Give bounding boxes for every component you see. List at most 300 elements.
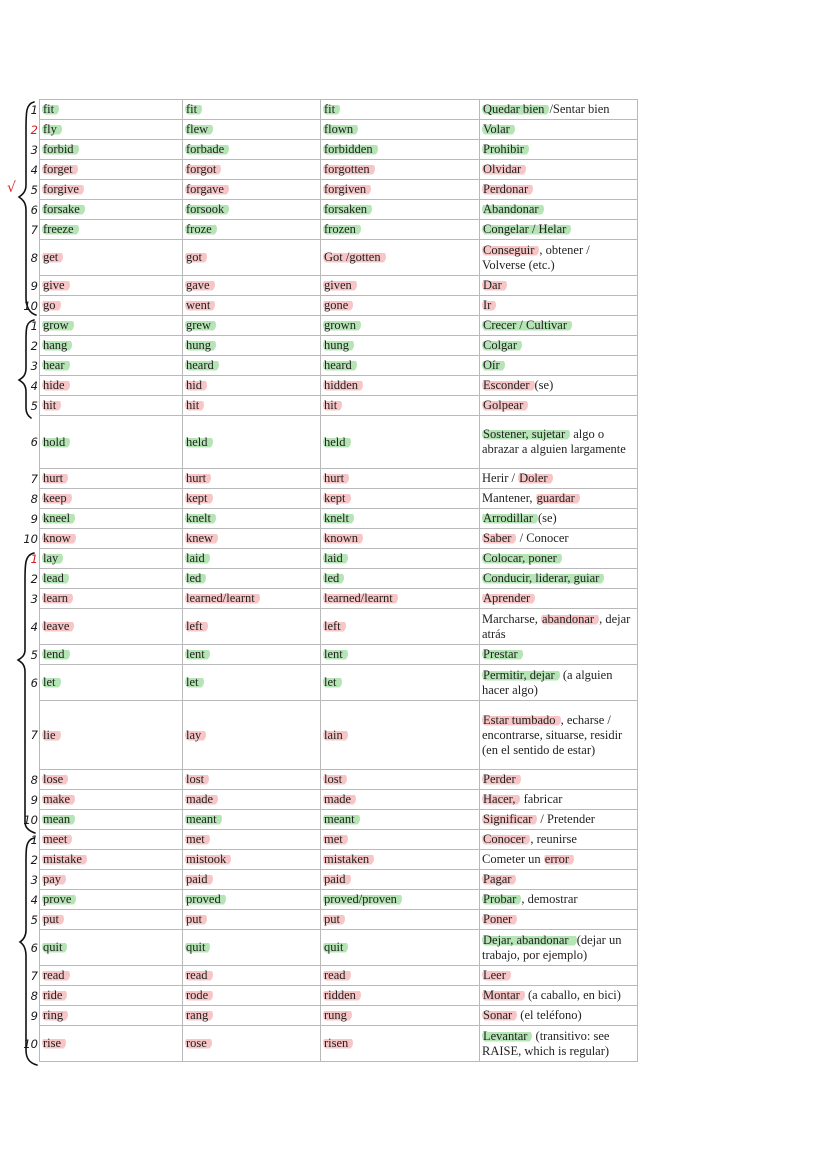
verb-row [40,509,638,529]
past-simple-text: paid [185,872,213,886]
past-simple-text: made [185,792,218,806]
verb-row [40,770,638,790]
translation-cell [480,509,638,529]
past-participle-cell [321,160,480,180]
translation-text: Abandonar [482,202,544,216]
past-simple-text: heard [185,358,219,372]
translation-text: Esconder [482,378,535,392]
infinitive-cell [40,509,183,529]
past-participle-text: Got /gotten [323,250,386,264]
row-number: 6 [30,940,38,955]
past-participle-cell [321,850,480,870]
row-number: 4 [30,892,38,907]
infinitive-text: quit [42,940,67,954]
past-participle-cell [321,356,480,376]
verb-row [40,910,638,930]
infinitive-cell [40,220,183,240]
translation-text: algo o abrazar a alguien largamente [482,427,626,456]
past-simple-cell [183,356,321,376]
past-participle-text: left [323,619,346,633]
translation-cell [480,870,638,890]
infinitive-cell [40,489,183,509]
translation-cell [480,910,638,930]
translation-cell [480,850,638,870]
past-simple-cell [183,790,321,810]
past-participle-cell [321,870,480,890]
infinitive-cell [40,890,183,910]
translation-cell [480,220,638,240]
past-simple-cell [183,589,321,609]
verb-row [40,609,638,645]
translation-cell [480,336,638,356]
past-participle-cell [321,220,480,240]
verb-row [40,140,638,160]
row-number: 8 [30,772,38,787]
translation-cell [480,200,638,220]
translation-text: Significar [482,812,537,826]
infinitive-cell [40,549,183,569]
past-simple-cell [183,1026,321,1062]
verb-row [40,1006,638,1026]
past-simple-text: rang [185,1008,213,1022]
verb-row [40,830,638,850]
translation-cell [480,120,638,140]
row-number: 1 [30,318,38,333]
row-number: 5 [30,398,38,413]
past-participle-cell [321,549,480,569]
translation-cell [480,569,638,589]
past-participle-text: put [323,912,345,926]
infinitive-text: learn [42,591,73,605]
translation-text: Conseguir [482,243,539,257]
row-number: 10 [23,812,38,827]
past-simple-text: hit [185,398,204,412]
translation-text: Sonar [482,1008,517,1022]
translation-cell [480,276,638,296]
past-simple-cell [183,529,321,549]
past-simple-cell [183,665,321,701]
infinitive-text: freeze [42,222,79,236]
infinitive-cell [40,416,183,469]
infinitive-text: kneel [42,511,75,525]
infinitive-cell [40,966,183,986]
verb-row [40,930,638,966]
past-participle-cell [321,489,480,509]
infinitive-text: hurt [42,471,68,485]
past-simple-text: meant [185,812,222,826]
translation-text: Saber [482,531,516,545]
past-participle-text: frozen [323,222,361,236]
infinitive-text: prove [42,892,76,906]
row-number: 6 [30,435,38,449]
translation-text: Dejar, abandonar [482,933,577,947]
row-number: 5 [30,182,38,197]
past-participle-text: ridden [323,988,361,1002]
verb-row [40,665,638,701]
past-participle-text: proved/proven [323,892,402,906]
infinitive-text: hide [42,378,70,392]
translation-text: Leer [482,968,511,982]
row-number: 4 [30,162,38,177]
past-simple-text: gave [185,278,215,292]
past-simple-cell [183,489,321,509]
translation-text: Arrodillar [482,511,538,525]
past-participle-text: lost [323,772,347,786]
past-simple-cell [183,810,321,830]
past-participle-cell [321,1026,480,1062]
past-simple-text: forgave [185,182,229,196]
infinitive-text: forbid [42,142,79,156]
past-simple-cell [183,870,321,890]
translation-text: (se) [537,511,557,525]
infinitive-text: give [42,278,70,292]
past-simple-text: read [185,968,213,982]
translation-text: Golpear [482,398,528,412]
past-simple-cell [183,910,321,930]
infinitive-cell [40,1026,183,1062]
infinitive-text: read [42,968,70,982]
past-simple-text: held [185,435,213,449]
translation-text: Mantener, [482,491,536,505]
past-simple-text: met [185,832,210,846]
translation-cell [480,376,638,396]
translation-text: Aprender [482,591,535,605]
infinitive-text: know [42,531,76,545]
verb-row [40,701,638,770]
infinitive-cell [40,356,183,376]
past-participle-cell [321,609,480,645]
past-simple-text: left [185,619,208,633]
infinitive-cell [40,569,183,589]
infinitive-cell [40,529,183,549]
row-number: 2 [30,338,38,353]
past-simple-text: knelt [185,511,216,525]
past-participle-text: hit [323,398,342,412]
translation-text: Colocar, poner [482,551,562,565]
past-participle-text: made [323,792,356,806]
translation-cell [480,1006,638,1026]
translation-cell [480,810,638,830]
past-participle-text: kept [323,491,351,505]
translation-text: (a alguien hacer algo) [482,667,613,697]
past-simple-text: laid [185,551,210,565]
past-simple-text: quit [185,940,210,954]
verb-row [40,529,638,549]
past-simple-cell [183,120,321,140]
past-simple-text: fit [185,102,202,116]
past-simple-cell [183,830,321,850]
infinitive-cell [40,986,183,1006]
past-simple-text: hid [185,378,207,392]
past-participle-text: met [323,832,348,846]
translation-text: Volar [482,122,515,136]
infinitive-cell [40,930,183,966]
translation-text: Conducir, liderar, guiar [482,571,604,585]
past-participle-text: known [323,531,363,545]
verb-row [40,396,638,416]
infinitive-cell [40,180,183,200]
past-participle-cell [321,296,480,316]
translation-text: Estar tumbado [482,713,561,727]
past-simple-cell [183,986,321,1006]
translation-text: (a caballo, en bici) [524,988,621,1002]
translation-cell [480,140,638,160]
infinitive-cell [40,701,183,770]
past-participle-cell [321,416,480,469]
past-participle-cell [321,986,480,1006]
past-participle-text: knelt [323,511,354,525]
translation-cell [480,240,638,276]
translation-cell [480,469,638,489]
past-simple-text: went [185,298,215,312]
verb-row [40,549,638,569]
verb-row [40,569,638,589]
translation-cell [480,416,638,469]
past-simple-text: grew [185,318,216,332]
row-number: 7 [30,471,38,486]
translation-cell [480,160,638,180]
infinitive-cell [40,296,183,316]
past-simple-cell [183,549,321,569]
translation-text: Probar [482,892,521,906]
past-simple-text: hurt [185,471,211,485]
past-simple-text: lost [185,772,209,786]
row-number: 2 [30,571,38,586]
translation-text: Dar [482,278,507,292]
translation-text: , dejar atrás [482,611,631,641]
past-simple-cell [183,569,321,589]
infinitive-text: lose [42,772,68,786]
infinitive-cell [40,870,183,890]
past-participle-text: given [323,278,357,292]
translation-text: Olvidar [482,162,526,176]
past-participle-text: gone [323,298,353,312]
row-number: 3 [30,872,38,887]
infinitive-text: hang [42,338,72,352]
past-simple-text: learned/learnt [185,591,260,605]
infinitive-text: hit [42,398,61,412]
past-simple-cell [183,701,321,770]
past-participle-cell [321,469,480,489]
translation-cell [480,316,638,336]
past-simple-cell [183,220,321,240]
infinitive-text: hold [42,435,70,449]
row-number: 9 [30,511,38,526]
row-number: 7 [30,968,38,983]
past-simple-text: put [185,912,207,926]
past-participle-text: forgotten [323,162,375,176]
translation-text: Levantar [482,1029,532,1043]
infinitive-text: forget [42,162,78,176]
translation-text: /Sentar bien [549,102,610,116]
past-simple-cell [183,509,321,529]
past-simple-text: rode [185,988,213,1002]
past-participle-cell [321,966,480,986]
past-participle-cell [321,890,480,910]
translation-text: Cometer un [482,852,544,866]
translation-text: Quedar bien [482,102,549,116]
translation-cell [480,890,638,910]
past-simple-cell [183,376,321,396]
row-number: 7 [30,728,38,742]
translation-text: (el teléfono) [517,1008,582,1022]
infinitive-text: make [42,792,75,806]
infinitive-text: forsake [42,202,85,216]
infinitive-cell [40,665,183,701]
translation-cell [480,100,638,120]
past-participle-cell [321,276,480,296]
row-number: 10 [23,298,38,313]
past-simple-text: kept [185,491,213,505]
past-simple-cell [183,160,321,180]
past-participle-text: heard [323,358,357,372]
past-simple-cell [183,296,321,316]
past-simple-cell [183,645,321,665]
past-simple-cell [183,770,321,790]
infinitive-cell [40,276,183,296]
past-simple-cell [183,966,321,986]
infinitive-cell [40,609,183,645]
past-simple-cell [183,336,321,356]
row-number: 3 [30,358,38,373]
past-participle-text: hidden [323,378,363,392]
translation-text: Colgar [482,338,522,352]
past-participle-cell [321,645,480,665]
past-participle-text: quit [323,940,348,954]
row-number: 4 [30,378,38,393]
verb-row [40,376,638,396]
row-number: 10 [23,531,38,546]
translation-text: Prestar [482,647,523,661]
past-simple-cell [183,1006,321,1026]
past-simple-cell [183,240,321,276]
infinitive-text: go [42,298,61,312]
verb-row [40,336,638,356]
past-simple-text: knew [185,531,218,545]
infinitive-cell [40,240,183,276]
row-number: 2 [30,122,38,137]
translation-text: Hacer, [482,792,520,806]
past-participle-cell [321,396,480,416]
translation-text: error [544,852,574,866]
translation-cell [480,930,638,966]
verb-row [40,160,638,180]
past-simple-cell [183,890,321,910]
past-participle-text: lent [323,647,348,661]
past-simple-cell [183,276,321,296]
past-participle-text: read [323,968,351,982]
past-participle-cell [321,120,480,140]
past-simple-text: lent [185,647,210,661]
infinitive-text: fly [42,122,62,136]
verb-row [40,986,638,1006]
infinitive-text: fit [42,102,59,116]
translation-text: Montar [482,988,525,1002]
translation-text: Doler [518,471,552,485]
infinitive-text: meet [42,832,72,846]
past-participle-text: led [323,571,344,585]
row-number: 7 [30,222,38,237]
past-participle-cell [321,376,480,396]
row-number: 3 [30,591,38,606]
infinitive-text: keep [42,491,72,505]
verb-row [40,120,638,140]
verb-row [40,489,638,509]
row-number: 3 [30,142,38,157]
past-participle-cell [321,240,480,276]
past-participle-text: let [323,675,342,689]
infinitive-text: forgive [42,182,84,196]
past-simple-cell [183,469,321,489]
infinitive-text: leave [42,619,74,633]
past-simple-text: hung [185,338,216,352]
past-simple-cell [183,140,321,160]
row-number: 2 [30,852,38,867]
verb-row [40,180,638,200]
past-participle-cell [321,529,480,549]
past-participle-text: hurt [323,471,349,485]
infinitive-cell [40,469,183,489]
past-simple-cell [183,930,321,966]
past-simple-text: got [185,250,207,264]
translation-text: Ir [482,298,496,312]
past-participle-cell [321,200,480,220]
translation-text: (se) [534,378,554,392]
irregular-verbs-table [39,99,638,1062]
row-number: 8 [30,491,38,506]
row-number: 5 [30,647,38,662]
verb-row [40,645,638,665]
translation-text: Sostener, sujetar [482,427,570,441]
translation-text: (transitivo: see RAISE, which is regular) [482,1028,610,1058]
infinitive-text: lend [42,647,70,661]
row-number: 10 [23,1036,38,1051]
infinitive-text: rise [42,1036,66,1050]
verb-row [40,850,638,870]
translation-text: Oír [482,358,505,372]
translation-cell [480,296,638,316]
past-participle-text: grown [323,318,361,332]
past-participle-text: held [323,435,351,449]
infinitive-text: mistake [42,852,87,866]
verb-row [40,790,638,810]
translation-text: / Conocer [516,531,569,545]
past-simple-text: let [185,675,204,689]
translation-text: Permitir, dejar [482,668,560,682]
past-participle-cell [321,1006,480,1026]
translation-cell [480,665,638,701]
row-number: 8 [30,250,38,265]
past-participle-text: risen [323,1036,353,1050]
translation-text: guardar [536,491,580,505]
past-simple-text: rose [185,1036,212,1050]
row-number: 9 [30,278,38,293]
translation-cell [480,830,638,850]
infinitive-cell [40,160,183,180]
past-participle-text: meant [323,812,360,826]
verb-row [40,276,638,296]
past-simple-cell [183,200,321,220]
verb-row [40,356,638,376]
infinitive-cell [40,810,183,830]
past-participle-cell [321,336,480,356]
past-participle-cell [321,140,480,160]
past-participle-text: forsaken [323,202,372,216]
translation-cell [480,1026,638,1062]
verb-row [40,296,638,316]
past-simple-cell [183,396,321,416]
row-number: 8 [30,988,38,1003]
